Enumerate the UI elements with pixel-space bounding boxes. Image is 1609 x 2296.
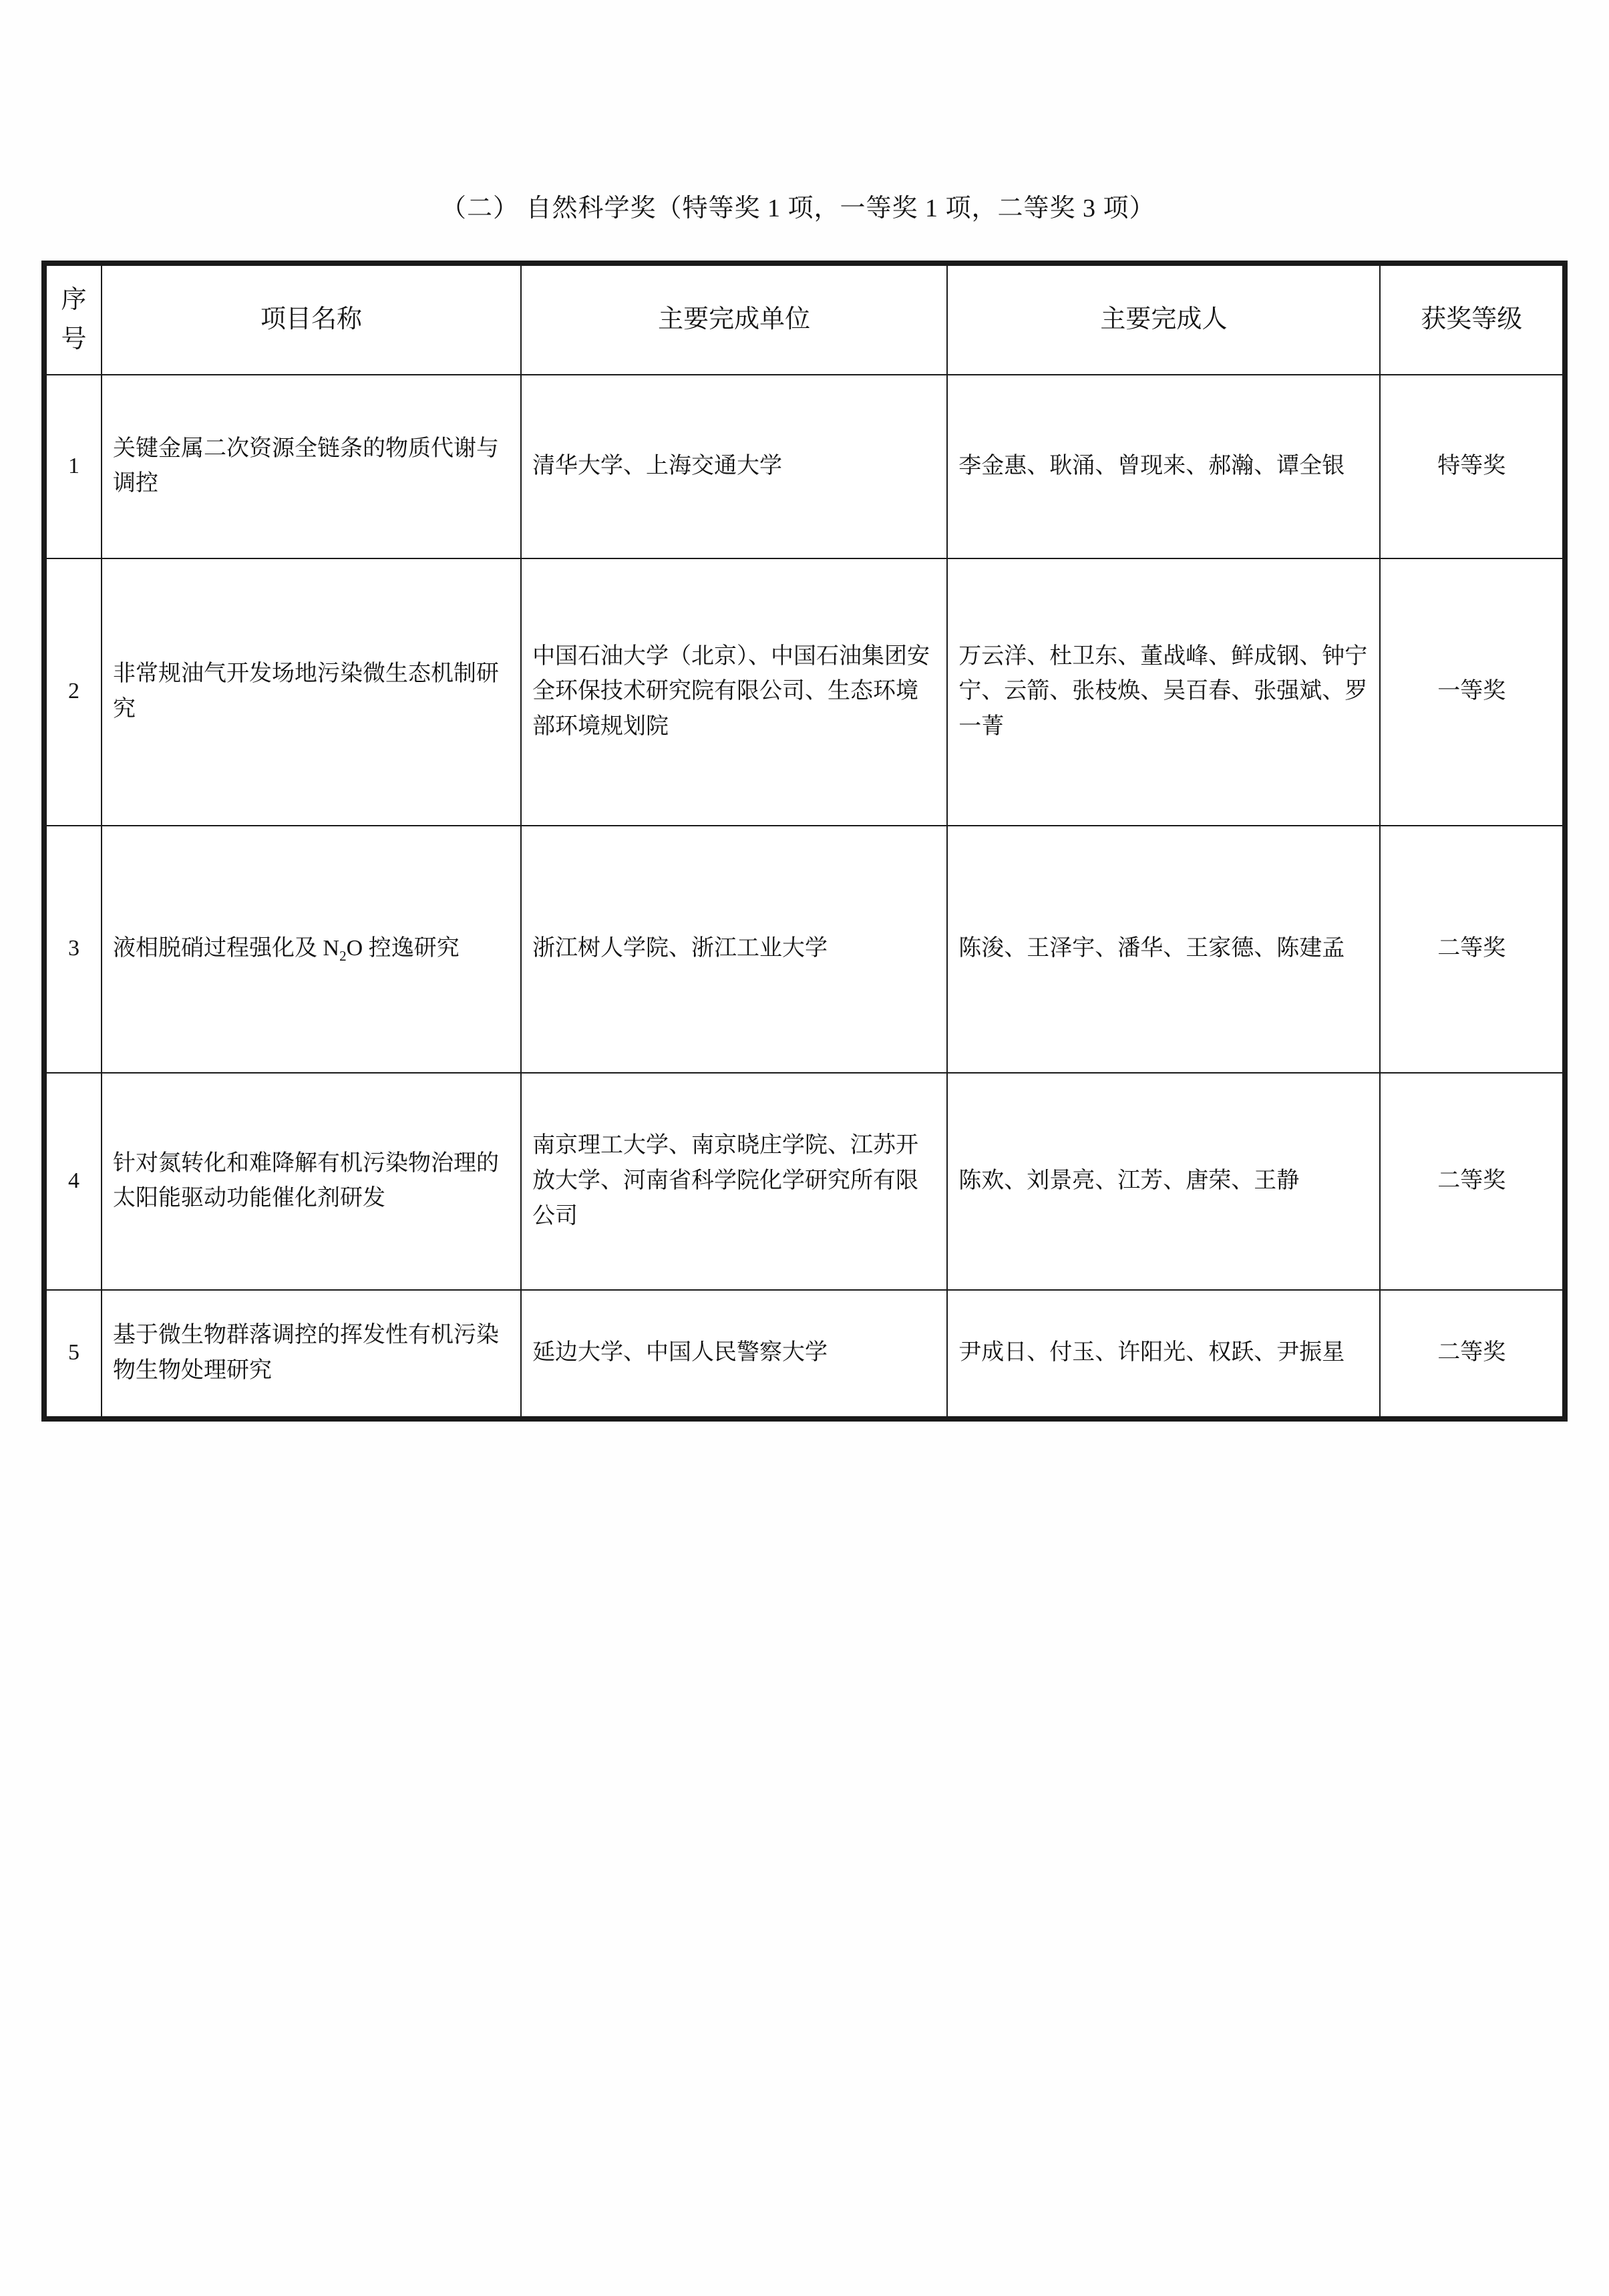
cell-no: 2 bbox=[46, 558, 102, 826]
table-row bbox=[46, 1290, 1563, 1417]
cell-main-units: 清华大学、上海交通大学 bbox=[521, 375, 947, 558]
table-row bbox=[46, 826, 1563, 1073]
cell-project-name: 基于微生物群落调控的挥发性有机污染物生物处理研究 bbox=[102, 1290, 521, 1417]
award-table-container bbox=[41, 261, 1568, 1422]
project-name-suffix: O 控逸研究 bbox=[346, 936, 460, 961]
header-no-line1: 序 bbox=[61, 286, 87, 314]
cell-main-people: 陈欢、刘景亮、江芳、唐荣、王静 bbox=[947, 1073, 1380, 1290]
cell-main-units: 南京理工大学、南京晓庄学院、江苏开放大学、河南省科学院化学研究所有限公司 bbox=[521, 1073, 947, 1290]
cell-award-level: 特等奖 bbox=[1380, 375, 1563, 558]
header-award-level: 获奖等级 bbox=[1380, 265, 1563, 375]
project-name-prefix: 液相脱硝过程强化及 N bbox=[113, 936, 340, 961]
table-row bbox=[46, 558, 1563, 826]
cell-no: 4 bbox=[46, 1073, 102, 1290]
cell-no: 5 bbox=[46, 1290, 102, 1417]
section-title: （二） 自然科学奖（特等奖 1 项，一等奖 1 项，二等奖 3 项） bbox=[441, 194, 1155, 222]
award-table bbox=[45, 265, 1564, 1418]
header-project-name: 项目名称 bbox=[102, 265, 521, 375]
header-main-units: 主要完成单位 bbox=[521, 265, 947, 375]
cell-main-people: 万云洋、杜卫东、董战峰、鲜成钢、钟宁宁、云箭、张枝焕、吴百春、张强斌、罗一菁 bbox=[947, 558, 1380, 826]
cell-no: 3 bbox=[46, 826, 102, 1073]
cell-project-name: 关键金属二次资源全链条的物质代谢与调控 bbox=[102, 375, 521, 558]
cell-main-people: 尹成日、付玉、许阳光、权跃、尹振星 bbox=[947, 1290, 1380, 1417]
cell-award-level: 二等奖 bbox=[1380, 1290, 1563, 1417]
table-row bbox=[46, 375, 1563, 558]
cell-award-level: 二等奖 bbox=[1380, 826, 1563, 1073]
header-no bbox=[46, 265, 102, 375]
header-main-people: 主要完成人 bbox=[947, 265, 1380, 375]
cell-main-units: 浙江树人学院、浙江工业大学 bbox=[521, 826, 947, 1073]
cell-project-name: 针对氮转化和难降解有机污染物治理的太阳能驱动功能催化剂研发 bbox=[102, 1073, 521, 1290]
cell-award-level: 一等奖 bbox=[1380, 558, 1563, 826]
cell-award-level: 二等奖 bbox=[1380, 1073, 1563, 1290]
cell-main-people: 陈浚、王泽宇、潘华、王家德、陈建孟 bbox=[947, 826, 1380, 1073]
cell-main-units: 延边大学、中国人民警察大学 bbox=[521, 1290, 947, 1417]
project-name-subscript: 2 bbox=[339, 947, 347, 964]
cell-no: 1 bbox=[46, 375, 102, 558]
table-header-row bbox=[46, 265, 1563, 375]
cell-main-units: 中国石油大学（北京）、中国石油集团安全环保技术研究院有限公司、生态环境部环境规划院 bbox=[521, 558, 947, 826]
table-row bbox=[46, 1073, 1563, 1290]
cell-project-name: 非常规油气开发场地污染微生态机制研究 bbox=[102, 558, 521, 826]
header-no-line2: 号 bbox=[61, 325, 87, 353]
cell-main-people: 李金惠、耿涌、曾现来、郝瀚、谭全银 bbox=[947, 375, 1380, 558]
cell-project-name bbox=[102, 826, 521, 1073]
